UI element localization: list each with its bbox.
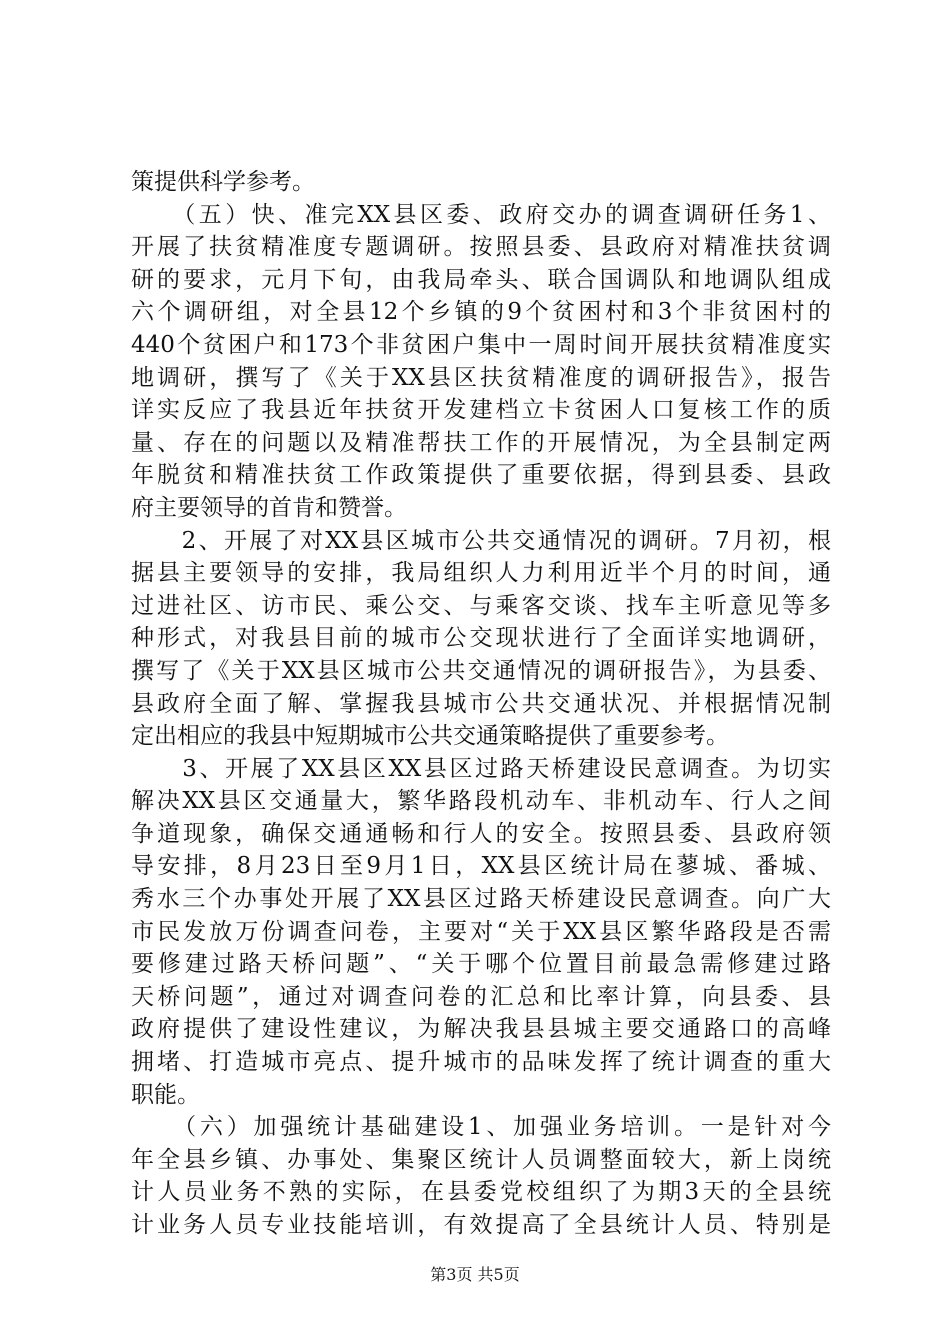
text-line: （五）快、准完XX县区委、政府交办的调查调研任务1、	[131, 201, 831, 228]
text-line: 政府提供了建设性建议，为解决我县县城主要交通路口的高峰	[131, 1016, 831, 1043]
text-line: 量、存在的问题以及精准帮扶工作的开展情况，为全县制定两	[131, 429, 831, 456]
text-line: 天桥问题”，通过对调查问卷的汇总和比率计算，向县委、县	[131, 983, 831, 1010]
text-line: 六个调研组，对全县12个乡镇的9个贫困村和3个非贫困村的	[131, 299, 831, 326]
text-line: 要修建过路天桥问题”、“关于哪个位置目前最急需修建过路	[131, 951, 831, 978]
text-line: 解决XX县区交通量大，繁华路段机动车、非机动车、行人之间	[131, 788, 831, 815]
text-line: 地调研，撰写了《关于XX县区扶贫精准度的调研报告》，报告	[131, 364, 831, 391]
text-line: 种形式，对我县目前的城市公交现状进行了全面详实地调研，	[131, 625, 831, 652]
text-line: 年全县乡镇、办事处、集聚区统计人员调整面较大，新上岗统	[131, 1146, 831, 1173]
text-line: 计业务人员专业技能培训，有效提高了全县统计人员、特别是	[131, 1212, 831, 1238]
text-line: 策提供科学参考。	[131, 169, 315, 195]
text-line: 年脱贫和精准扶贫工作政策提供了重要依据，得到县委、县政	[131, 462, 831, 489]
text-line: 导安排，8月23日至9月1日，XX县区统计局在蓼城、番城、	[131, 853, 831, 880]
body-text	[131, 166, 831, 1242]
text-line: 市民发放万份调查问卷，主要对“关于XX县区繁华路段是否需	[131, 918, 831, 945]
text-line: 府主要领导的首肯和赞誉。	[131, 494, 407, 521]
text-line: 定出相应的我县中短期城市公共交通策略提供了重要参考。	[131, 723, 729, 750]
text-line: 拥堵、打造城市亮点、提升城市的品味发挥了统计调查的重大	[131, 1049, 831, 1076]
text-line: 县政府全面了解、掌握我县城市公共交通状况、并根据情况制	[131, 690, 831, 717]
text-line: 440个贫困户和173个非贫困户集中一周时间开展扶贫精准度实	[131, 331, 831, 358]
text-line: 撰写了《关于XX县区城市公共交通情况的调研报告》，为县委、	[131, 657, 831, 684]
text-line: 开展了扶贫精准度专题调研。按照县委、县政府对精准扶贫调	[131, 234, 831, 261]
text-line: 据县主要领导的安排，我局组织人力利用近半个月的时间，通	[131, 560, 831, 587]
text-line: 详实反应了我县近年扶贫开发建档立卡贫困人口复核工作的质	[131, 397, 831, 424]
text-line: （六）加强统计基础建设1、加强业务培训。一是针对今	[131, 1114, 831, 1141]
text-line: 计人员业务不熟的实际，在县委党校组织了为期3天的全县统	[131, 1179, 831, 1206]
text-line: 争道现象，确保交通通畅和行人的安全。按照县委、县政府领	[131, 820, 831, 847]
text-line: 2、开展了对XX县区城市公共交通情况的调研。7月初，根	[131, 527, 831, 554]
text-line: 3、开展了XX县区XX县区过路天桥建设民意调查。为切实	[131, 755, 831, 782]
text-line: 过进社区、访市民、乘公交、与乘客交谈、找车主听意见等多	[131, 592, 831, 619]
text-line: 研的要求，元月下旬，由我局牵头、联合国调队和地调队组成	[131, 266, 831, 293]
page-number-footer: 第3页 共5页	[430, 1265, 520, 1284]
text-line: 秀水三个办事处开展了XX县区过路天桥建设民意调查。向广大	[131, 886, 831, 913]
text-line: 职能。	[131, 1081, 200, 1108]
